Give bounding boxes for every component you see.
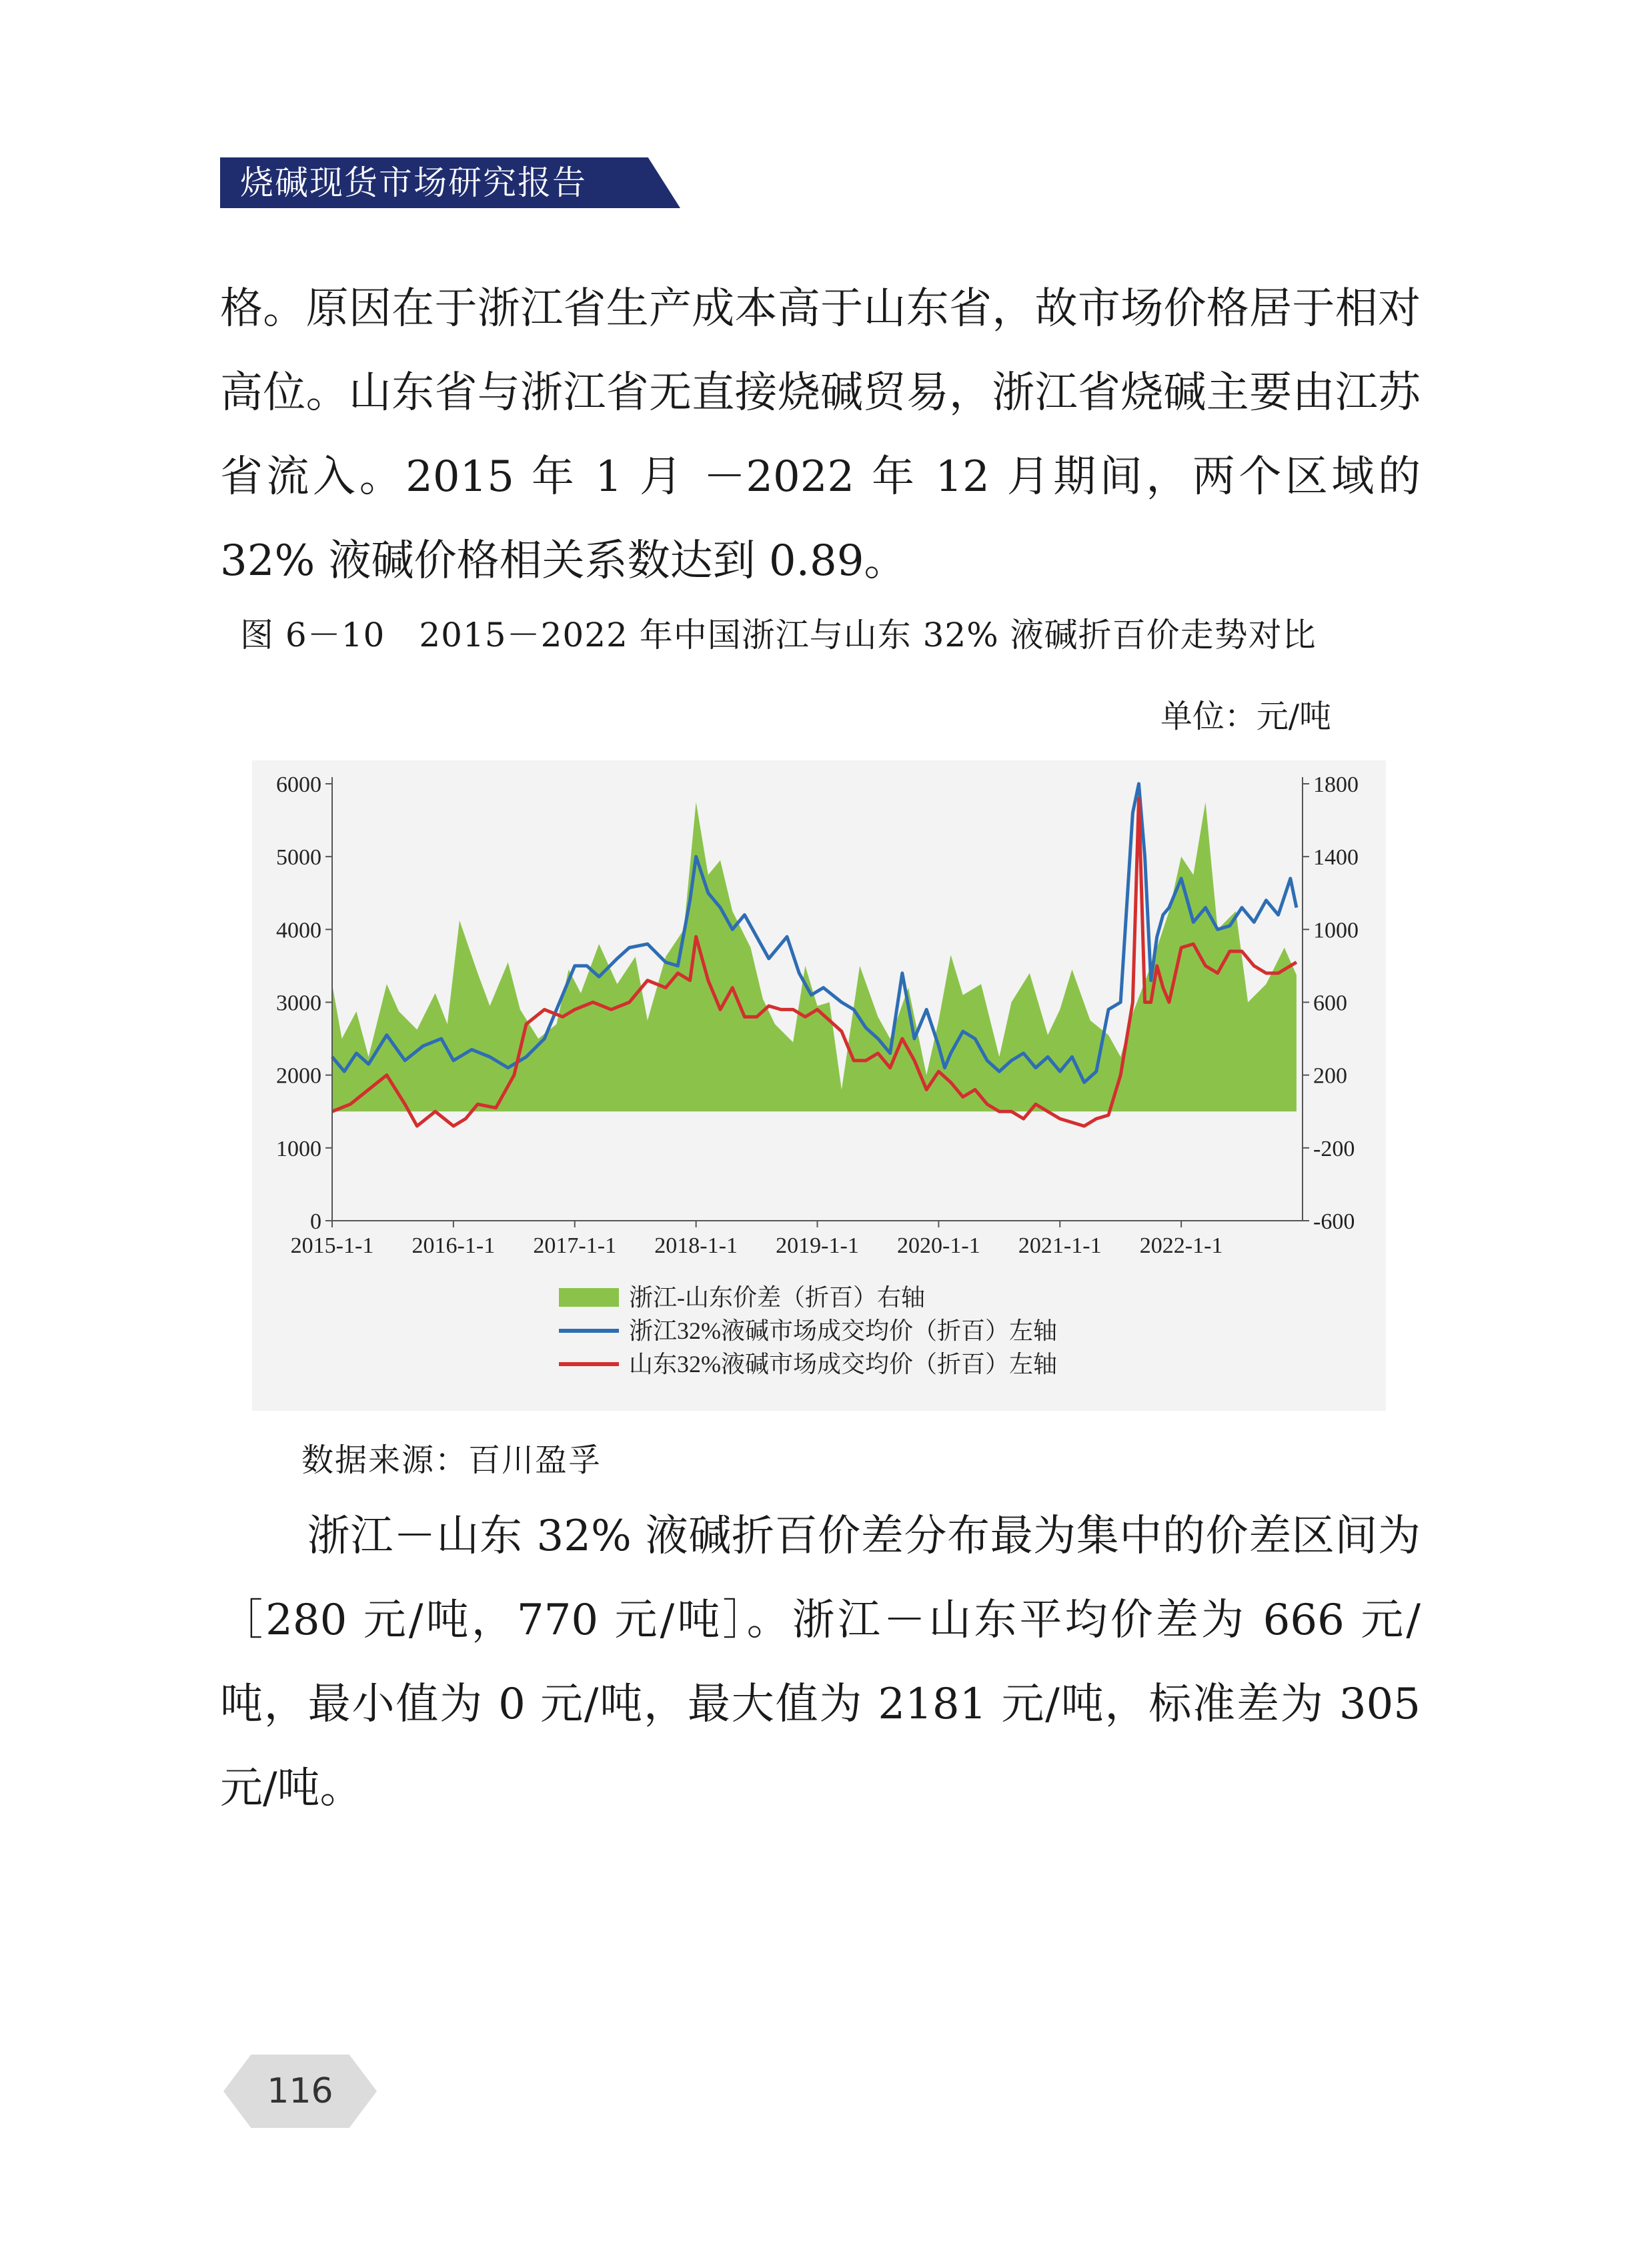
x-axis-tick-label: 2021-1-1 — [1018, 1233, 1102, 1258]
x-axis-tick-label: 2017-1-1 — [533, 1233, 617, 1258]
running-header-title: 烧碱现货市场研究报告 — [240, 163, 587, 202]
paragraph-2 — [220, 1494, 1421, 1830]
x-axis-tick-label: 2022-1-1 — [1139, 1233, 1223, 1258]
x-axis-tick-label: 2015-1-1 — [290, 1233, 374, 1258]
right-axis-tick-label: -600 — [1313, 1209, 1355, 1234]
right-axis-tick-label: 200 — [1313, 1063, 1347, 1089]
data-source: 数据来源：百川盈孚 — [301, 1442, 602, 1479]
right-axis-tick-label: 1800 — [1313, 772, 1359, 797]
paragraph-2-text: 浙江－山东 32% 液碱折百价差分布最为集中的价差区间为［280 元/吨，770 元/吨］。浙江－山东平均价差为 666 元/吨，最小值为 0 元/吨，最大值为 2181 元/吨，标准差为 305 元/吨。 — [220, 1512, 1421, 1813]
page-number: 116 — [267, 2071, 333, 2111]
legend-swatch-area — [559, 1288, 619, 1307]
left-axis-tick-label: 3000 — [276, 991, 321, 1016]
left-axis-tick-label: 0 — [310, 1209, 321, 1234]
series-area-price-spread — [332, 802, 1297, 1111]
left-axis-tick-label: 4000 — [276, 918, 321, 943]
paragraph-1: 格。原因在于浙江省生产成本高于山东省，故市场价格居于相对高位。山东省与浙江省无直接烧碱贸易，浙江省烧碱主要由江苏省流入。2015 年 1 月 －2022 年 12 月期间，两个区域的 32% 液碱价格相关系数达到 0.89。 — [220, 284, 1421, 586]
legend-label: 山东32%液碱市场成交均价（折百）左轴 — [629, 1351, 1057, 1377]
left-axis-tick-label: 1000 — [276, 1136, 321, 1161]
right-axis-tick-label: 600 — [1313, 991, 1347, 1016]
right-axis-tick-label: -200 — [1313, 1136, 1355, 1161]
left-axis-tick-label: 6000 — [276, 772, 321, 797]
left-axis-tick-label: 5000 — [276, 845, 321, 871]
legend-label: 浙江32%液碱市场成交均价（折百）左轴 — [629, 1317, 1057, 1344]
x-axis-tick-label: 2018-1-1 — [654, 1233, 738, 1258]
left-axis-tick-label: 2000 — [276, 1063, 321, 1089]
figure-unit: 单位：元/吨 — [1160, 698, 1331, 735]
x-axis-tick-label: 2020-1-1 — [897, 1233, 980, 1258]
chart-container — [252, 760, 1386, 1411]
legend-label: 浙江-山东价差（折百）右轴 — [629, 1284, 925, 1311]
x-axis-tick-label: 2019-1-1 — [776, 1233, 859, 1258]
x-axis-tick-label: 2016-1-1 — [412, 1233, 496, 1258]
right-axis-tick-label: 1400 — [1313, 845, 1359, 871]
right-axis-tick-label: 1000 — [1313, 918, 1359, 943]
figure-caption: 图 6－10 2015－2022 年中国浙江与山东 32% 液碱折百价走势对比 — [240, 616, 1317, 654]
price-trend-chart — [252, 760, 1386, 1411]
